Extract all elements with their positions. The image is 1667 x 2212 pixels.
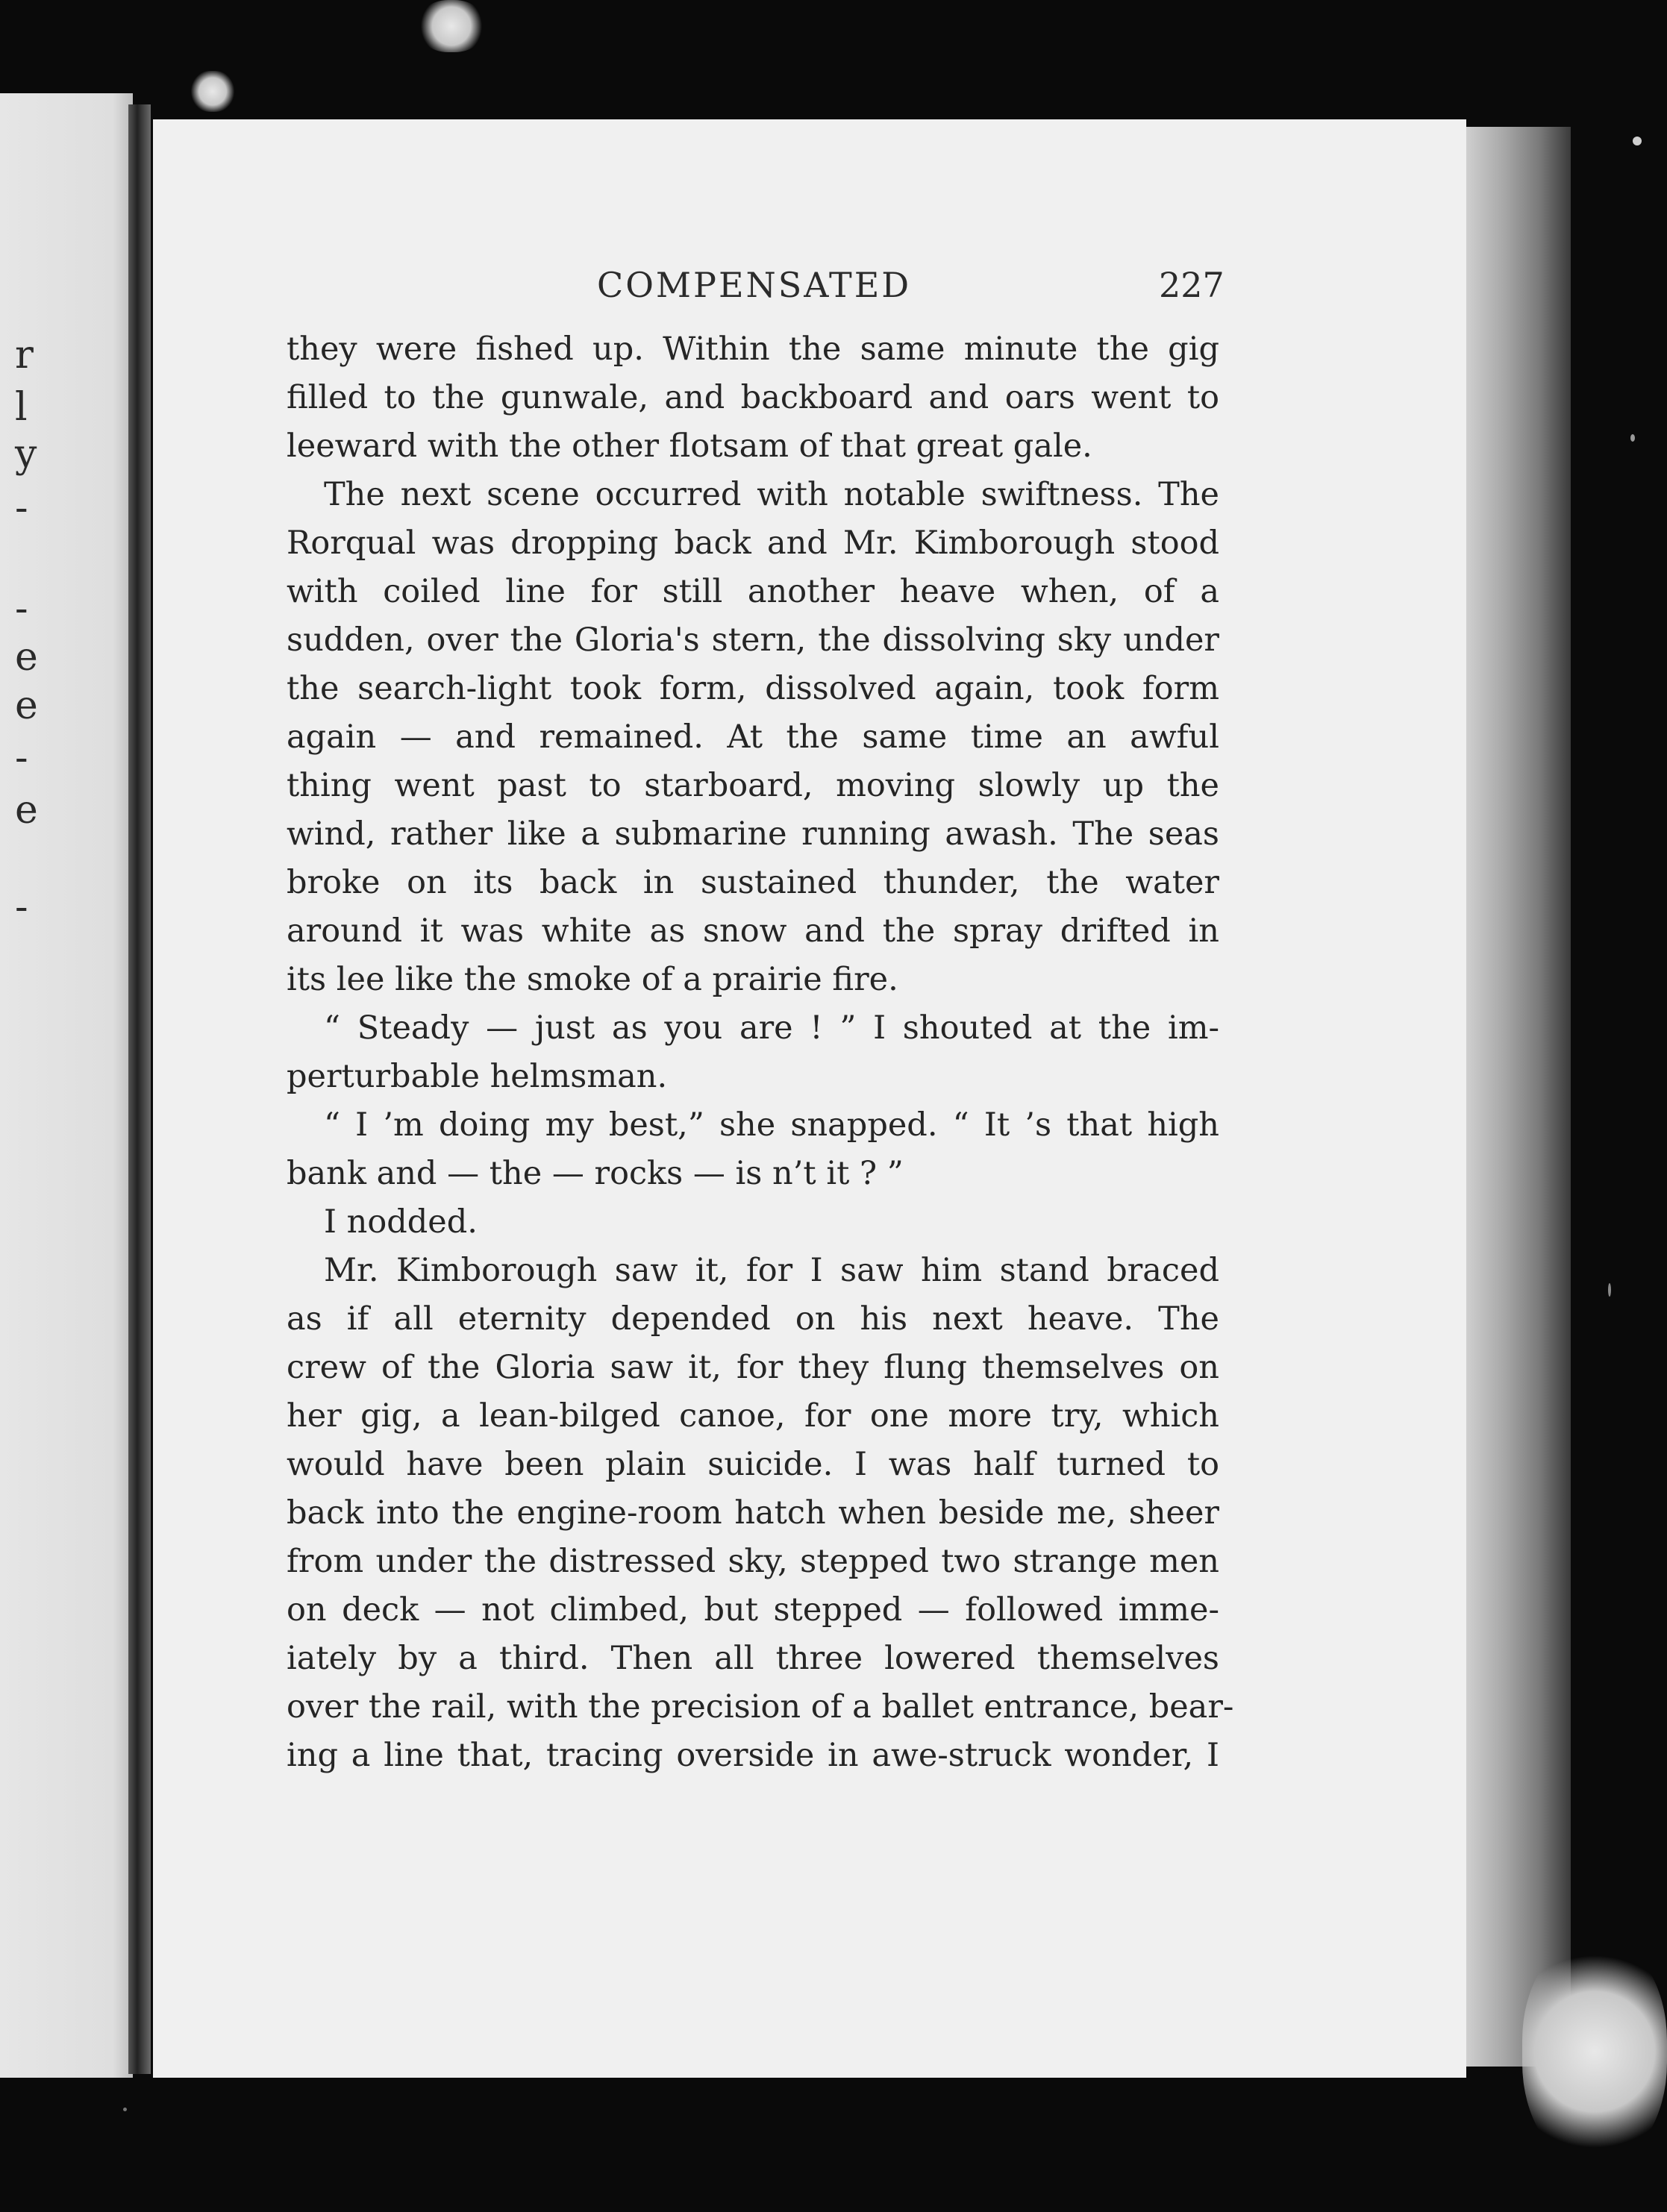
page-stack-edge	[1466, 127, 1571, 2067]
body-text	[287, 325, 1234, 1780]
left-page-fragment: e	[15, 635, 38, 680]
left-page-fragment: -	[15, 736, 28, 780]
left-page-fragment: -	[15, 586, 28, 631]
dust-speck	[1608, 1283, 1611, 1297]
page-wear	[1522, 1940, 1667, 2164]
text-line: Rorqual was dropping back and Mr. Kimborough stood	[287, 524, 1219, 562]
text-line: back into the engine-room hatch when beside me, sheer	[287, 1494, 1219, 1532]
left-page-fragment: -	[15, 486, 28, 530]
text-line: crew of the Gloria saw it, for they flung themselves on	[287, 1349, 1219, 1386]
left-page-fragment: -	[15, 885, 28, 930]
text-line: sudden, over the Gloria's stern, the dissolving sky under	[287, 621, 1219, 659]
text-line: “ I ’m doing my best,” she snapped. “ It ’s that high	[324, 1106, 1219, 1144]
text-line: around it was white as snow and the spray drifted in	[287, 912, 1219, 950]
text-line: broke on its back in sustained thunder, the water	[287, 864, 1219, 901]
dust-smudge	[418, 0, 485, 52]
text-line: iately by a third. Then all three lowered themselves	[287, 1640, 1219, 1677]
text-line: The next scene occurred with notable swiftness. The	[324, 476, 1219, 513]
text-line: ing a line that, tracing overside in awe-struck wonder, I	[287, 1737, 1219, 1774]
text-line: “ Steady — just as you are ! ” I shouted at the im-	[324, 1009, 1219, 1047]
dust-speck	[1630, 434, 1635, 442]
dust-speck	[1633, 137, 1642, 145]
text-line: Mr. Kimborough saw it, for I saw him stand braced	[324, 1252, 1219, 1289]
text-line: from under the distressed sky, stepped two strange men	[287, 1543, 1219, 1580]
text-line: over the rail, with the precision of a ballet entrance, bear-	[287, 1688, 1234, 1726]
page-number: 227	[1159, 265, 1225, 305]
left-page-fragment: e	[15, 683, 38, 728]
text-line: its lee like the smoke of a prairie fire.	[287, 961, 898, 998]
text-line: leeward with the other flotsam of that great gale.	[287, 427, 1092, 465]
book-gutter	[128, 104, 151, 2074]
text-line: again — and remained. At the same time an awful	[287, 718, 1219, 756]
running-head: COMPENSATED	[597, 265, 912, 305]
left-page-fragment: r	[15, 333, 34, 377]
text-line: as if all eternity depended on his next heave. The	[287, 1300, 1219, 1338]
text-line: wind, rather like a submarine running awash. The seas	[287, 815, 1219, 853]
left-page-fragment: l	[15, 385, 28, 430]
text-line: they were fished up. Within the same minute the gig	[287, 330, 1219, 368]
text-line: her gig, a lean-bilged canoe, for one more try, which	[287, 1397, 1219, 1435]
dust-speck	[123, 2108, 127, 2111]
text-line: perturbable helmsman.	[287, 1058, 668, 1095]
text-line: on deck — not climbed, but stepped — followed imme-	[287, 1591, 1219, 1629]
text-line: filled to the gunwale, and backboard and oars went to	[287, 379, 1219, 416]
text-line: would have been plain suicide. I was half turned to	[287, 1446, 1219, 1483]
text-line: I nodded.	[324, 1203, 478, 1241]
text-line: the search-light took form, dissolved again, took form	[287, 670, 1219, 707]
previous-page-edge	[0, 93, 133, 2078]
left-page-fragment: y	[15, 432, 37, 477]
text-line: with coiled line for still another heave when, of a	[287, 573, 1219, 610]
dust-smudge	[190, 71, 235, 112]
text-line: bank and — the — rocks — is n’t it ? ”	[287, 1155, 904, 1192]
text-line: thing went past to starboard, moving slowly up the	[287, 767, 1219, 804]
left-page-fragment: e	[15, 788, 38, 833]
